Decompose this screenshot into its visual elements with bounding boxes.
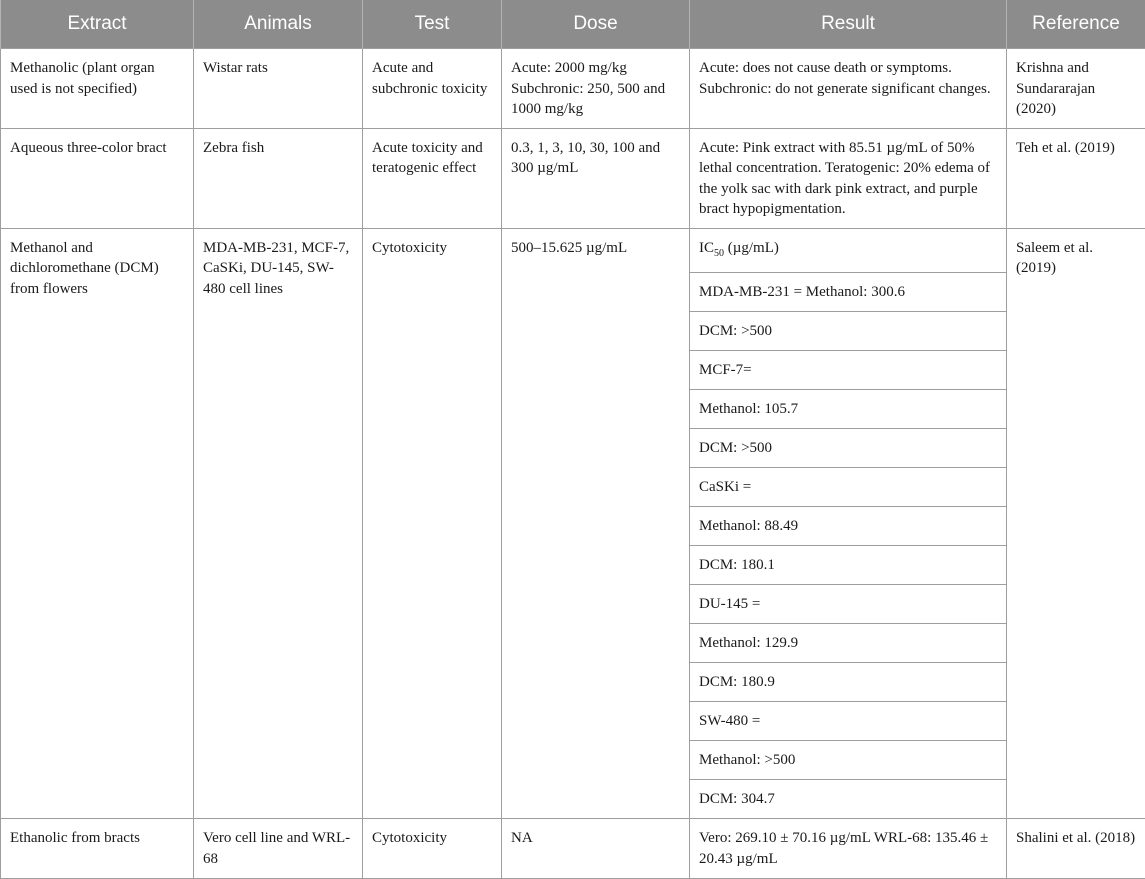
result-cell: Vero: 269.10 ± 70.16 µg/mL WRL-68: 135.46 ± 20.43 µg/mL (690, 819, 1007, 879)
extract-cell: Methanolic (plant organ used is not specified) (1, 49, 194, 129)
result-subcell: DCM: 180.1 (690, 546, 1007, 585)
result-cell: Acute: does not cause death or symptoms. Subchronic: do not generate significant changes. (690, 49, 1007, 129)
reference-cell: Saleem et al. (2019) (1007, 228, 1145, 819)
column-header-result: Result (690, 0, 1007, 49)
animals-cell: Zebra fish (194, 128, 363, 228)
column-header-test: Test (363, 0, 502, 49)
result-subcell: DCM: 180.9 (690, 663, 1007, 702)
result-subcell: Methanol: 105.7 (690, 390, 1007, 429)
reference-cell: Krishna and Sundararajan (2020) (1007, 49, 1145, 129)
extract-cell: Methanol and dichloromethane (DCM) from flowers (1, 228, 194, 819)
table-header-row (1, 0, 1145, 49)
table-row (1, 228, 1145, 273)
table-row (1, 819, 1145, 879)
result-subcell: DCM: 304.7 (690, 780, 1007, 819)
test-cell: Acute toxicity and teratogenic effect (363, 128, 502, 228)
result-subcell: Methanol: >500 (690, 741, 1007, 780)
extract-cell: Ethanolic from bracts (1, 819, 194, 879)
result-subcell: Methanol: 88.49 (690, 507, 1007, 546)
test-cell: Acute and subchronic toxicity (363, 49, 502, 129)
table-row (1, 128, 1145, 228)
ic-subscript: 50 (714, 248, 724, 259)
result-subcell: DCM: >500 (690, 312, 1007, 351)
animals-cell: MDA-MB-231, MCF-7, CaSKi, DU-145, SW-480 cell lines (194, 228, 363, 819)
result-subcell: MCF-7= (690, 351, 1007, 390)
reference-cell: Teh et al. (2019) (1007, 128, 1145, 228)
dose-cell: NA (502, 819, 690, 879)
animals-cell: Vero cell line and WRL-68 (194, 819, 363, 879)
animals-cell: Wistar rats (194, 49, 363, 129)
result-subcell: DCM: >500 (690, 429, 1007, 468)
result-subcell-ic50-header (690, 228, 1007, 273)
test-cell: Cytotoxicity (363, 819, 502, 879)
dose-cell: 500–15.625 µg/mL (502, 228, 690, 819)
result-subcell: SW-480 = (690, 702, 1007, 741)
result-subcell: DU-145 = (690, 585, 1007, 624)
column-header-dose: Dose (502, 0, 690, 49)
test-cell: Cytotoxicity (363, 228, 502, 819)
column-header-reference: Reference (1007, 0, 1145, 49)
result-subcell: CaSKi = (690, 468, 1007, 507)
ic-label: IC (699, 240, 714, 256)
ic-unit: (µg/mL) (724, 240, 779, 256)
extract-cell: Aqueous three-color bract (1, 128, 194, 228)
column-header-extract: Extract (1, 0, 194, 49)
result-subcell: Methanol: 129.9 (690, 624, 1007, 663)
reference-cell: Shalini et al. (2018) (1007, 819, 1145, 879)
result-cell: Acute: Pink extract with 85.51 µg/mL of 50% lethal concentration. Teratogenic: 20% edema of the yolk sac with dark pink extract, and purple bract hypopigmentation. (690, 128, 1007, 228)
dose-cell: Acute: 2000 mg/kg Subchronic: 250, 500 and 1000 mg/kg (502, 49, 690, 129)
column-header-animals: Animals (194, 0, 363, 49)
result-subcell: MDA-MB-231 = Methanol: 300.6 (690, 273, 1007, 312)
table-row (1, 49, 1145, 129)
dose-cell: 0.3, 1, 3, 10, 30, 100 and 300 µg/mL (502, 128, 690, 228)
